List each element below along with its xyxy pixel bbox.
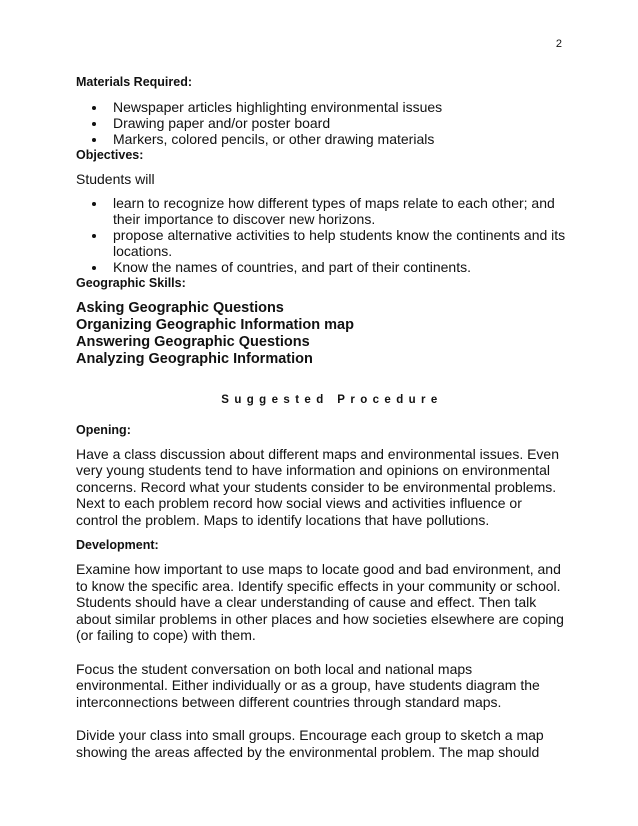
list-item: Newspaper articles highlighting environmental issues (113, 99, 566, 115)
skills-list (76, 300, 566, 368)
objectives-heading: Objectives: (76, 148, 144, 162)
skill-item: Organizing Geographic Information map (76, 316, 354, 333)
development-paragraph: Focus the student conversation on both local and national maps environmental. Either individually or as a group, have students diagram the interconnections between different countries through standard maps. (76, 660, 540, 710)
materials-list (76, 99, 566, 147)
list-item: Markers, colored pencils, or other drawing materials (113, 131, 566, 147)
objectives-intro: Students will (76, 171, 155, 187)
list-item: propose alternative activities to help students know the continents and its locations. (113, 226, 566, 259)
skill-item: Asking Geographic Questions (76, 299, 284, 316)
skills-heading: Geographic Skills: (76, 275, 186, 290)
development-paragraph: Examine how important to use maps to locate good and bad environment, and to know the specific area. Identify specific effects in your community or school. Students should have a clear understanding of cause and effect. Then talk about similar problems in other places and how societies elsewhere are coping (or failing to cope) with them. (76, 561, 564, 643)
development-paragraph: Divide your class into small groups. Encourage each group to sketch a map showing the areas affected by the environmental problem. The map should (76, 727, 544, 760)
objectives-list (76, 195, 566, 275)
skill-item: Answering Geographic Questions (76, 333, 310, 350)
list-item: Know the names of countries, and part of their continents. (113, 259, 566, 275)
page-number: 2 (555, 38, 562, 50)
development-heading: Development: (76, 538, 159, 552)
list-item: learn to recognize how different types of maps relate to each other; and their importance to discover new horizons. (113, 195, 566, 227)
procedure-title: Suggested Procedure (221, 393, 443, 406)
opening-paragraph: Have a class discussion about different maps and environmental issues. Even very young students tend to have information and opinions on environmental concerns. Record what your students consider to be environmental problems. Next to each problem record how social views and activities influence or control the problem. Maps to identify locations that have pollutions. (76, 445, 560, 528)
materials-heading: Materials Required: (76, 75, 193, 89)
list-item: Drawing paper and/or poster board (113, 115, 566, 131)
document-body (76, 74, 566, 760)
opening-heading: Opening: (76, 422, 131, 437)
skill-item: Analyzing Geographic Information (76, 350, 313, 367)
